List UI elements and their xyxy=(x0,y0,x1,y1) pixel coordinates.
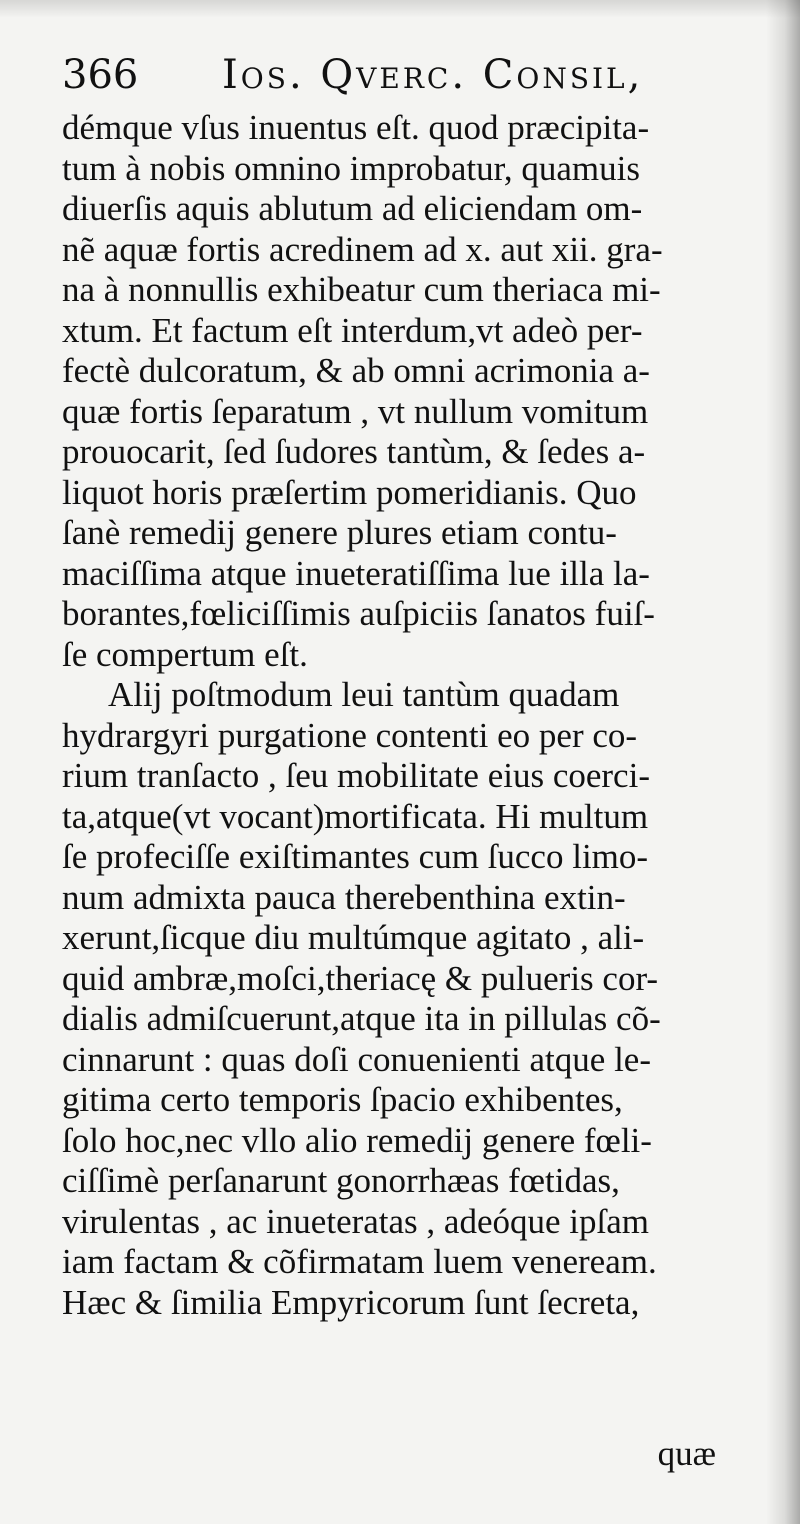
text-line: liquot horis præſertim pomeridianis. Quo xyxy=(62,472,637,512)
body-text xyxy=(62,108,742,1323)
text-line: rium tranſacto , ſeu mobilitate eius coerci- xyxy=(62,756,650,795)
text-line: tum à nobis omnino improbatur, quamuis xyxy=(62,148,640,188)
text-line: ſe compertum eſt. xyxy=(62,634,308,674)
text-line: dialis admiſcuerunt,atque ita in pillulas cõ- xyxy=(62,999,661,1038)
page-edge-shadow xyxy=(766,0,800,1524)
text-line: ſanè remedij genere plures etiam contu- xyxy=(62,513,617,552)
text-line: ciſſimè perſanarunt gonorrhæas fœtidas, xyxy=(62,1161,620,1200)
page-top-shadow xyxy=(0,0,800,18)
text-line: na à nonnullis exhibeatur cum theriaca mi- xyxy=(62,270,661,309)
running-head: Ios. Qverc. Consil, xyxy=(222,52,644,98)
text-line: cinnarunt : quas doſi conuenienti atque le- xyxy=(62,1039,651,1079)
text-line: démque vſus inuentus eſt. quod præcipita- xyxy=(62,108,650,147)
text-line: borantes,fœliciſſimis auſpiciis ſanatos fuiſ- xyxy=(62,594,655,633)
text-line: hydrargyri purgatione contenti eo per co- xyxy=(62,715,638,755)
page-number: 366 xyxy=(62,52,139,98)
page-header xyxy=(62,48,662,104)
paragraph xyxy=(62,675,742,1323)
text-line: ta,atque(vt vocant)mortificata. Hi multum xyxy=(62,796,649,836)
text-line: Hæc & ſimilia Empyricorum ſunt ſecreta, xyxy=(62,1282,640,1322)
text-line: num admixta pauca therebenthina extin- xyxy=(62,877,626,917)
text-line: xtum. Et factum eſt interdum,vt adeò per- xyxy=(62,310,643,350)
text-line: Alij poſtmodum leui tantùm quadam xyxy=(108,675,620,714)
text-line: prouocarit, ſed ſudores tantùm, & ſedes a- xyxy=(62,432,646,471)
text-line: nẽ aquæ fortis acredinem ad x. aut xii. gra- xyxy=(62,229,663,269)
text-line: fectè dulcoratum, & ab omni acrimonia a- xyxy=(62,351,650,390)
catchword: quæ xyxy=(657,1434,716,1473)
text-line: quæ fortis ſeparatum , vt nullum vomitum xyxy=(62,391,649,431)
text-line: maciſſima atque inueteratiſſima lue illa la- xyxy=(62,553,650,593)
text-line: ſolo hoc,nec vllo alio remedij genere fœli- xyxy=(62,1120,652,1160)
text-line: gitima certo temporis ſpacio exhibentes, xyxy=(62,1080,623,1119)
text-line: ſe profeciſſe exiſtimantes cum ſucco limo- xyxy=(62,837,649,876)
text-line: diuerſis aquis ablutum ad eliciendam om- xyxy=(62,189,643,228)
text-line: virulentas , ac inueteratas , adeóque ipſam xyxy=(62,1201,649,1241)
text-line: iam factam & cõfirmatam luem veneream. xyxy=(62,1242,657,1281)
text-line: quid ambræ,moſci,theriacę & pulueris cor- xyxy=(62,958,659,998)
text-line: xerunt,ſicque diu multúmque agitato , ali- xyxy=(62,918,645,957)
paragraph xyxy=(62,108,742,675)
